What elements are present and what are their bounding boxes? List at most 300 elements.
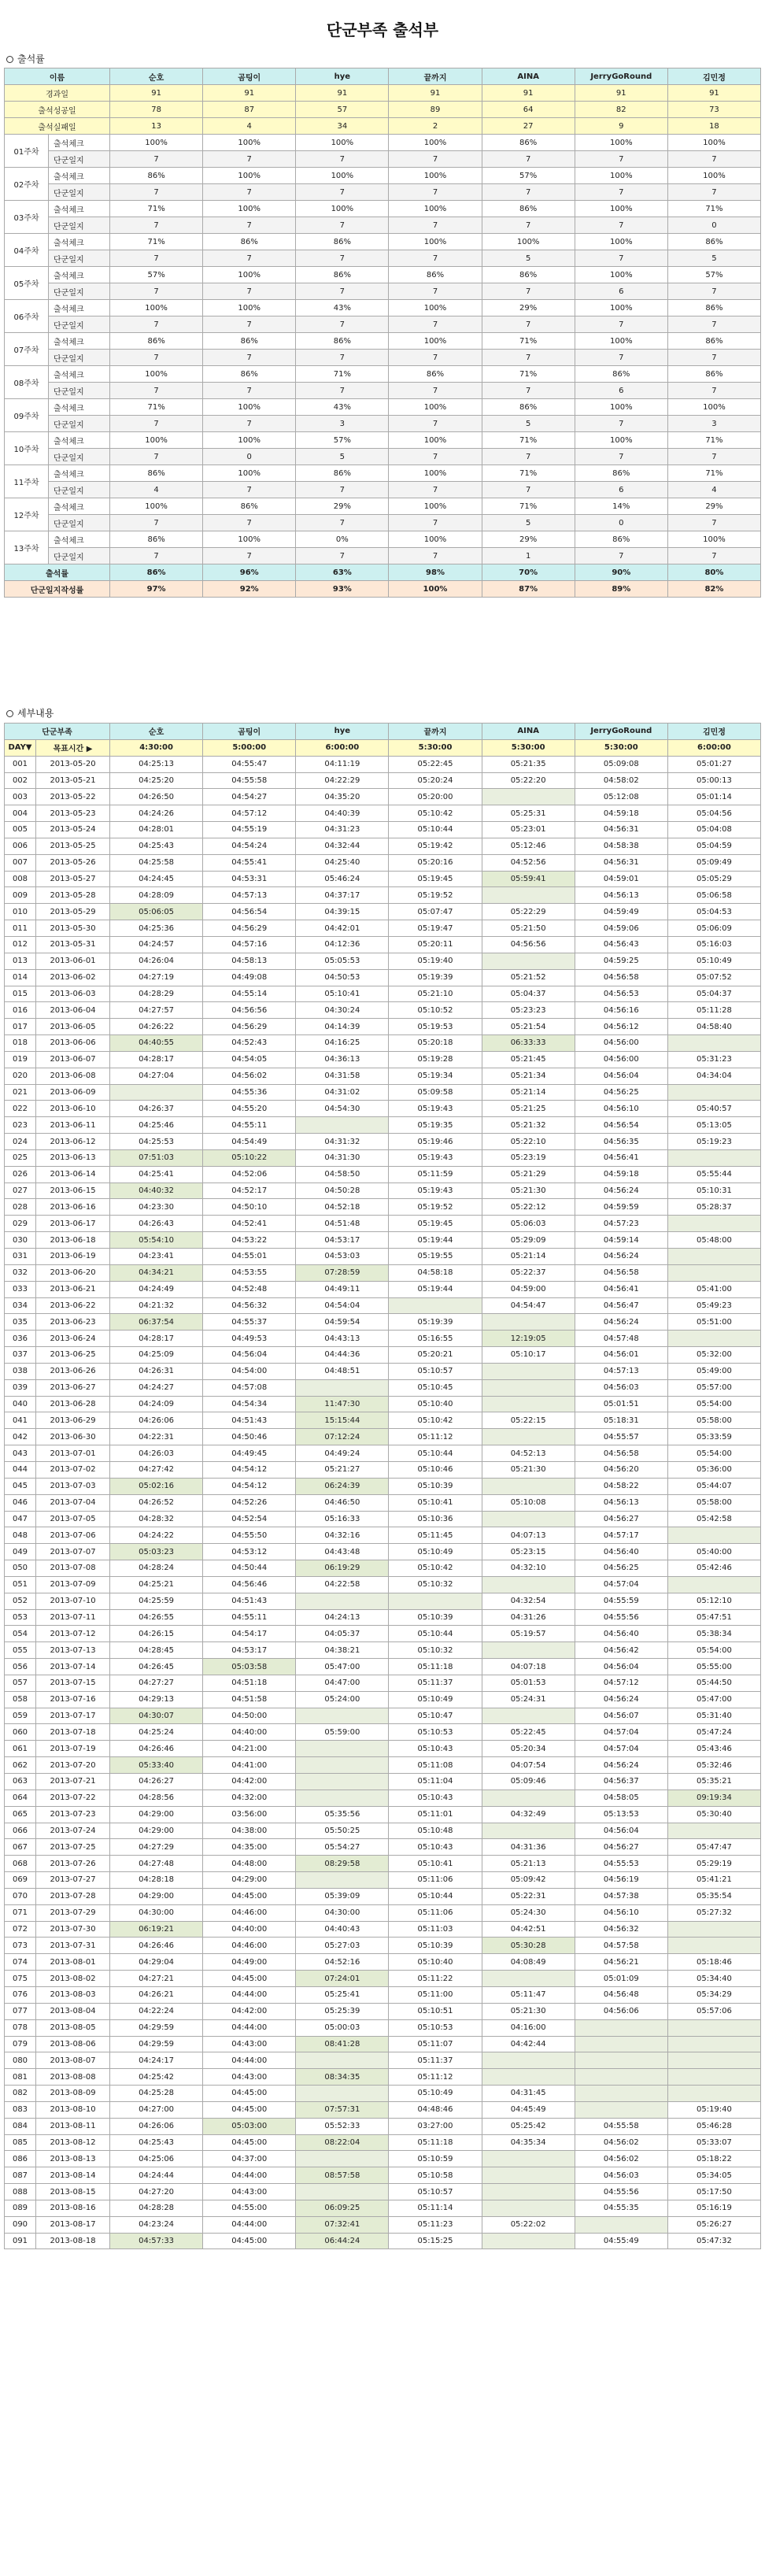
time-cell: 04:35:00 [203, 1839, 296, 1856]
detail-row [5, 1002, 761, 1019]
time-cell: 04:25:58 [110, 854, 203, 871]
time-cell [667, 1823, 760, 1839]
date-cell: 2013-06-26 [36, 1363, 110, 1379]
time-cell: 05:03:23 [110, 1544, 203, 1560]
detail-row [5, 1347, 761, 1364]
summary-value: 34 [296, 118, 389, 135]
time-cell: 04:26:27 [110, 1774, 203, 1790]
detail-row [5, 822, 761, 838]
time-cell: 05:10:41 [389, 1856, 482, 1872]
time-cell: 05:49:00 [667, 1363, 760, 1379]
date-cell: 2013-08-07 [36, 2052, 110, 2069]
time-cell: 04:46:00 [203, 1938, 296, 1954]
detail-row [5, 1379, 761, 1396]
time-cell [482, 1708, 575, 1724]
time-cell: 04:28:29 [110, 986, 203, 1002]
time-cell: 05:39:09 [296, 1888, 389, 1904]
diary-value: 0 [575, 515, 667, 531]
time-cell: 08:29:58 [296, 1856, 389, 1872]
time-cell: 04:27:19 [110, 969, 203, 986]
time-cell: 04:58:50 [296, 1166, 389, 1183]
detail-row [5, 1741, 761, 1757]
member-header-cell: 곰팅이 [203, 724, 296, 740]
time-cell: 04:24:13 [296, 1609, 389, 1626]
time-cell: 04:59:18 [575, 1166, 667, 1183]
date-cell: 2013-08-08 [36, 2069, 110, 2086]
day-number: 010 [5, 904, 36, 920]
check-value: 100% [203, 168, 296, 184]
check-label: 출석체크 [49, 135, 110, 151]
detail-row [5, 871, 761, 887]
detail-row [5, 1494, 761, 1511]
time-cell: 04:28:56 [110, 1790, 203, 1806]
summary-value: 64 [482, 102, 575, 118]
time-cell: 04:57:48 [575, 1331, 667, 1347]
diary-value: 7 [667, 283, 760, 300]
time-cell: 05:10:44 [389, 822, 482, 838]
time-cell: 04:56:43 [575, 936, 667, 953]
day-number: 020 [5, 1068, 36, 1084]
time-cell [389, 1297, 482, 1314]
week-label: 03주차 [5, 201, 49, 234]
diary-value: 7 [667, 350, 760, 366]
time-cell: 04:55:57 [575, 1429, 667, 1445]
time-cell: 05:21:10 [389, 986, 482, 1002]
time-cell: 05:10:53 [389, 2019, 482, 2036]
detail-row [5, 1314, 761, 1331]
week-label: 09주차 [5, 399, 49, 432]
date-cell: 2013-07-20 [36, 1757, 110, 1774]
day-number: 091 [5, 2233, 36, 2249]
time-cell [296, 2184, 389, 2200]
check-value: 86% [110, 465, 203, 482]
total-diary-row [5, 581, 761, 598]
detail-row [5, 1249, 761, 1265]
time-cell: 05:19:42 [389, 838, 482, 854]
detail-row [5, 1659, 761, 1675]
time-cell: 05:10:42 [389, 1560, 482, 1577]
detail-row [5, 969, 761, 986]
time-cell: 04:24:17 [110, 2052, 203, 2069]
time-cell: 04:56:48 [575, 1986, 667, 2003]
check-value: 71% [482, 498, 575, 515]
summary-value: 9 [575, 118, 667, 135]
time-cell: 05:10:41 [296, 986, 389, 1002]
date-cell: 2013-07-27 [36, 1872, 110, 1889]
time-cell: 04:25:06 [110, 2151, 203, 2167]
attendance-table [4, 68, 761, 598]
time-cell: 05:27:03 [296, 1938, 389, 1954]
time-cell: 05:00:03 [296, 2019, 389, 2036]
summary-value: 91 [667, 85, 760, 102]
week-check-row [5, 333, 761, 350]
time-cell: 04:07:54 [482, 1757, 575, 1774]
detail-row [5, 2086, 761, 2102]
time-cell: 04:56:25 [575, 1084, 667, 1101]
diary-value: 7 [203, 515, 296, 531]
check-value: 100% [203, 300, 296, 316]
date-cell: 2013-07-16 [36, 1691, 110, 1708]
diary-value: 7 [482, 350, 575, 366]
detail-row [5, 2167, 761, 2184]
time-cell: 04:34:21 [110, 1264, 203, 1281]
diary-value: 7 [482, 283, 575, 300]
time-cell: 05:21:34 [482, 1068, 575, 1084]
time-cell: 05:09:42 [482, 1872, 575, 1889]
time-cell: 05:12:10 [667, 1593, 760, 1609]
detail-table [4, 723, 761, 2249]
time-cell: 05:22:29 [482, 904, 575, 920]
time-cell: 05:44:50 [667, 1675, 760, 1691]
time-cell: 04:57:16 [203, 936, 296, 953]
time-cell: 04:56:02 [203, 1068, 296, 1084]
time-cell: 04:48:46 [389, 2101, 482, 2118]
diary-value: 7 [203, 416, 296, 432]
time-cell: 05:11:12 [389, 2069, 482, 2086]
diary-value: 7 [203, 250, 296, 267]
check-value: 100% [575, 432, 667, 449]
total-diary-value: 97% [110, 581, 203, 598]
time-cell: 04:56:00 [575, 1051, 667, 1068]
time-cell [296, 1757, 389, 1774]
time-cell: 05:57:06 [667, 2003, 760, 2019]
date-cell: 2013-07-15 [36, 1675, 110, 1691]
time-cell: 05:21:54 [482, 1019, 575, 1035]
time-cell: 04:51:48 [296, 1216, 389, 1232]
day-number: 079 [5, 2036, 36, 2052]
time-cell: 04:56:04 [575, 1823, 667, 1839]
time-cell: 04:54:49 [203, 1134, 296, 1150]
day-number: 055 [5, 1642, 36, 1659]
detail-row [5, 1986, 761, 2003]
time-cell: 04:32:49 [482, 1806, 575, 1823]
day-number: 013 [5, 953, 36, 969]
time-cell: 05:10:53 [389, 1724, 482, 1741]
day-number: 023 [5, 1117, 36, 1134]
date-cell: 2013-05-22 [36, 789, 110, 805]
diary-value: 3 [296, 416, 389, 432]
date-cell: 2013-06-23 [36, 1314, 110, 1331]
summary-value: 13 [110, 118, 203, 135]
time-cell: 05:52:33 [296, 2118, 389, 2134]
time-cell: 04:21:00 [203, 1741, 296, 1757]
day-number: 070 [5, 1888, 36, 1904]
diary-value: 7 [482, 217, 575, 234]
detail-header-row [5, 724, 761, 740]
diary-value: 7 [203, 283, 296, 300]
diary-value: 7 [389, 350, 482, 366]
time-cell: 04:26:50 [110, 789, 203, 805]
time-cell: 04:42:00 [203, 1774, 296, 1790]
time-cell: 04:55:53 [575, 1856, 667, 1872]
check-value: 100% [203, 201, 296, 217]
detail-row [5, 2052, 761, 2069]
time-cell: 05:10:44 [389, 1445, 482, 1462]
day-number: 008 [5, 871, 36, 887]
time-cell: 05:41:00 [667, 1281, 760, 1297]
check-value: 86% [667, 300, 760, 316]
time-cell: 04:55:20 [203, 1101, 296, 1117]
week-diary-row [5, 350, 761, 366]
date-cell: 2013-06-01 [36, 953, 110, 969]
time-cell: 04:29:00 [203, 1872, 296, 1889]
target-time-value: 6:00:00 [667, 739, 760, 756]
time-cell: 05:17:50 [667, 2184, 760, 2200]
time-cell: 09:19:34 [667, 1790, 760, 1806]
diary-value: 7 [389, 217, 482, 234]
detail-row [5, 1593, 761, 1609]
check-value: 100% [575, 135, 667, 151]
time-cell: 04:56:53 [575, 986, 667, 1002]
date-cell: 2013-05-29 [36, 904, 110, 920]
time-cell: 04:51:43 [203, 1412, 296, 1429]
time-cell: 05:10:44 [389, 1888, 482, 1904]
detail-row [5, 1019, 761, 1035]
check-value: 86% [389, 267, 482, 283]
detail-row [5, 1757, 761, 1774]
detail-row [5, 1035, 761, 1052]
day-number: 071 [5, 1904, 36, 1921]
check-label: 출석체크 [49, 399, 110, 416]
time-cell: 04:48:00 [203, 1856, 296, 1872]
time-cell: 05:21:14 [482, 1249, 575, 1265]
time-cell: 05:36:00 [667, 1461, 760, 1478]
time-cell: 04:59:14 [575, 1232, 667, 1249]
time-cell: 04:59:25 [575, 953, 667, 969]
check-value: 100% [575, 333, 667, 350]
time-cell: 04:30:00 [296, 1904, 389, 1921]
detail-row [5, 1445, 761, 1462]
time-cell: 04:55:11 [203, 1117, 296, 1134]
time-cell: 04:32:54 [482, 1593, 575, 1609]
detail-row [5, 2069, 761, 2086]
time-cell: 05:18:46 [667, 1954, 760, 1971]
time-cell: 04:57:17 [575, 1527, 667, 1544]
check-value: 86% [110, 168, 203, 184]
time-cell [575, 2052, 667, 2069]
time-cell: 05:21:52 [482, 969, 575, 986]
time-cell: 04:28:17 [110, 1051, 203, 1068]
check-value: 100% [110, 432, 203, 449]
time-cell: 04:40:00 [203, 1724, 296, 1741]
time-cell: 04:56:41 [575, 1149, 667, 1166]
time-cell: 05:54:00 [667, 1445, 760, 1462]
check-value: 86% [296, 234, 389, 250]
time-cell: 04:42:44 [482, 2036, 575, 2052]
time-cell: 04:45:00 [203, 1888, 296, 1904]
diary-value: 5 [482, 416, 575, 432]
check-value: 100% [575, 267, 667, 283]
diary-value: 7 [575, 416, 667, 432]
time-cell: 08:57:58 [296, 2167, 389, 2184]
diary-value: 7 [482, 482, 575, 498]
day-number: 029 [5, 1216, 36, 1232]
time-cell: 04:59:18 [575, 805, 667, 822]
date-cell: 2013-05-23 [36, 805, 110, 822]
member-header-cell: JerryGoRound [575, 68, 667, 85]
time-cell [482, 2233, 575, 2249]
time-cell: 04:44:00 [203, 2019, 296, 2036]
diary-value: 7 [482, 184, 575, 201]
time-cell: 04:21:32 [110, 1297, 203, 1314]
time-cell: 04:42:00 [203, 2003, 296, 2019]
detail-row [5, 1084, 761, 1101]
week-check-row [5, 399, 761, 416]
time-cell: 05:24:00 [296, 1691, 389, 1708]
diary-label: 단군일지 [49, 316, 110, 333]
time-cell: 04:31:45 [482, 2086, 575, 2102]
time-cell: 04:56:31 [575, 854, 667, 871]
time-cell: 04:56:10 [575, 1101, 667, 1117]
summary-value: 2 [389, 118, 482, 135]
time-cell: 04:44:00 [203, 2216, 296, 2233]
member-header-cell: 끝까지 [389, 68, 482, 85]
check-value: 100% [389, 531, 482, 548]
date-cell: 2013-06-07 [36, 1051, 110, 1068]
detail-row [5, 904, 761, 920]
detail-row [5, 1166, 761, 1183]
week-diary-row [5, 416, 761, 432]
member-header-cell: 곰팅이 [203, 68, 296, 85]
time-cell: 05:18:22 [667, 2151, 760, 2167]
date-cell: 2013-06-19 [36, 1249, 110, 1265]
date-cell: 2013-08-18 [36, 2233, 110, 2249]
check-value: 100% [575, 234, 667, 250]
check-value: 71% [482, 366, 575, 383]
time-cell: 04:55:49 [575, 2233, 667, 2249]
time-cell: 04:55:58 [203, 772, 296, 789]
day-number: 086 [5, 2151, 36, 2167]
time-cell: 04:31:02 [296, 1084, 389, 1101]
date-cell: 2013-06-03 [36, 986, 110, 1002]
time-cell: 05:44:07 [667, 1478, 760, 1494]
member-header-cell: 순호 [110, 724, 203, 740]
time-cell: 05:04:56 [667, 805, 760, 822]
time-cell: 05:32:00 [667, 1347, 760, 1364]
day-number: 080 [5, 2052, 36, 2069]
date-cell: 2013-07-30 [36, 1921, 110, 1938]
check-value: 86% [296, 465, 389, 482]
time-cell: 04:57:38 [575, 1888, 667, 1904]
time-cell: 04:54:30 [296, 1101, 389, 1117]
time-cell: 04:29:59 [110, 2036, 203, 2052]
time-cell: 05:20:34 [482, 1741, 575, 1757]
time-cell [482, 1823, 575, 1839]
time-cell: 04:56:02 [575, 2151, 667, 2167]
date-cell: 2013-07-25 [36, 1839, 110, 1856]
time-cell: 04:56:31 [575, 822, 667, 838]
date-cell: 2013-06-27 [36, 1379, 110, 1396]
time-cell: 04:24:57 [110, 936, 203, 953]
time-cell: 04:56:06 [575, 2003, 667, 2019]
time-cell: 07:57:31 [296, 2101, 389, 2118]
time-cell [482, 2167, 575, 2184]
week-check-row [5, 531, 761, 548]
detail-row [5, 936, 761, 953]
check-value: 100% [203, 531, 296, 548]
time-cell: 05:10:39 [389, 1478, 482, 1494]
detail-row [5, 1101, 761, 1117]
time-cell [482, 1379, 575, 1396]
date-cell: 2013-07-07 [36, 1544, 110, 1560]
time-cell: 04:56:02 [575, 2134, 667, 2151]
time-cell: 05:11:08 [389, 1757, 482, 1774]
diary-value: 7 [389, 548, 482, 564]
time-cell: 04:59:00 [482, 1281, 575, 1297]
day-number: 076 [5, 1986, 36, 2003]
time-cell: 04:26:15 [110, 1626, 203, 1642]
time-cell [482, 789, 575, 805]
target-time-value: 5:30:00 [575, 739, 667, 756]
date-cell: 2013-07-21 [36, 1774, 110, 1790]
detail-row [5, 953, 761, 969]
check-value: 57% [110, 267, 203, 283]
detail-row [5, 1675, 761, 1691]
member-header-cell: hye [296, 724, 389, 740]
detail-row [5, 1068, 761, 1084]
time-cell: 05:33:07 [667, 2134, 760, 2151]
time-cell: 04:58:22 [575, 1478, 667, 1494]
check-value: 29% [482, 300, 575, 316]
day-number: 030 [5, 1232, 36, 1249]
summary-value: 91 [110, 85, 203, 102]
check-label: 출석체크 [49, 498, 110, 515]
time-cell: 04:54:17 [203, 1626, 296, 1642]
detail-row [5, 805, 761, 822]
time-cell [667, 1216, 760, 1232]
diary-value: 7 [575, 350, 667, 366]
check-value: 100% [667, 168, 760, 184]
date-cell: 2013-05-21 [36, 772, 110, 789]
time-cell: 04:28:18 [110, 1872, 203, 1889]
time-cell: 05:13:53 [575, 1806, 667, 1823]
check-value: 29% [482, 531, 575, 548]
day-number: 090 [5, 2216, 36, 2233]
day-number: 089 [5, 2200, 36, 2216]
time-cell: 05:06:03 [482, 1216, 575, 1232]
time-cell: 06:09:25 [296, 2200, 389, 2216]
time-cell: 04:31:32 [296, 1134, 389, 1150]
detail-row [5, 1478, 761, 1494]
diary-value: 0 [203, 449, 296, 465]
date-cell: 2013-07-09 [36, 1576, 110, 1593]
check-value: 86% [296, 267, 389, 283]
time-cell: 05:19:39 [389, 969, 482, 986]
diary-value: 3 [667, 416, 760, 432]
diary-value: 7 [389, 151, 482, 168]
week-label: 05주차 [5, 267, 49, 300]
time-cell: 05:11:45 [389, 1527, 482, 1544]
time-cell [575, 2101, 667, 2118]
time-cell: 05:25:31 [482, 805, 575, 822]
detail-row [5, 838, 761, 854]
total-diary-value: 82% [667, 581, 760, 598]
check-value: 57% [667, 267, 760, 283]
time-cell: 05:19:40 [389, 953, 482, 969]
time-cell: 05:19:43 [389, 1183, 482, 1199]
time-cell: 05:03:58 [203, 1659, 296, 1675]
time-cell: 04:45:00 [203, 2233, 296, 2249]
time-cell: 05:19:35 [389, 1117, 482, 1134]
diary-value: 7 [667, 316, 760, 333]
time-cell: 04:35:20 [296, 789, 389, 805]
time-cell: 05:19:44 [389, 1281, 482, 1297]
day-number: 040 [5, 1396, 36, 1412]
time-cell: 04:30:24 [296, 1002, 389, 1019]
time-cell [667, 1331, 760, 1347]
date-cell: 2013-06-22 [36, 1297, 110, 1314]
date-cell: 2013-08-05 [36, 2019, 110, 2036]
